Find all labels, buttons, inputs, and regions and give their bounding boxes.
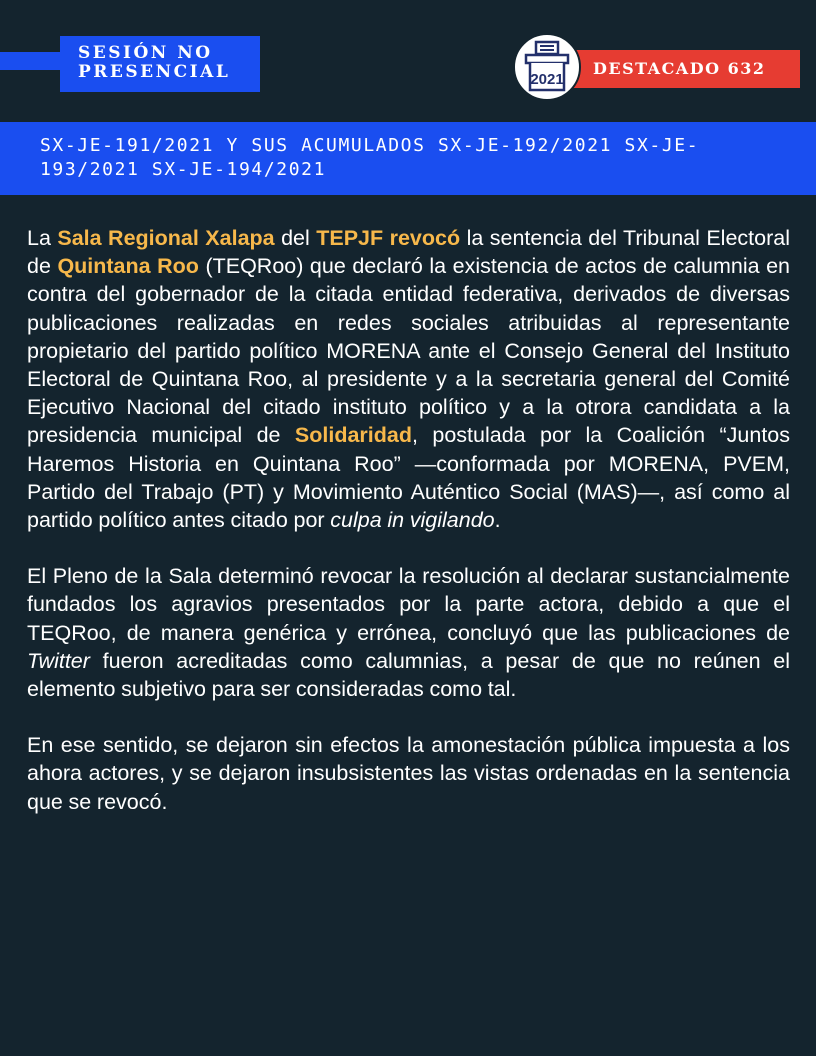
highlight-state: Quintana Roo	[57, 254, 199, 279]
text-run: la sentencia del Tribunal Electoral de	[27, 226, 790, 279]
text-run: del	[274, 226, 317, 250]
text-run: , postulada por la Coalición “Juntos Haremos Historia en Quintana Roo” —conformada por MORENA, PVEM, Partido del Trabajo (PT) y Movimiento Auténtico Social (MAS)—, así como al partido político antes citado por	[27, 423, 790, 533]
text-run: El Pleno de la Sala determinó revocar la resolución al declarar sustancialmente fundados los agravios presentados por la parte actora, debido a que el TEQRoo, de manera genérica y errónea, concluyó que las publicaciones de	[27, 564, 790, 645]
paragraph-2	[27, 562, 790, 703]
case-numbers: SX-JE-191/2021 Y SUS ACUMULADOS SX-JE-192/2021 SX-JE-193/2021 SX-JE-194/2021	[40, 135, 700, 180]
session-line-1: SESIÓN NO	[78, 43, 213, 63]
paragraph-3: En ese sentido, se dejaron sin efectos la amonestación pública impuesta a los ahora actores, y se dejaron insubsistentes las vistas ordenadas en la sentencia que se revocó.	[27, 733, 790, 814]
text-run: fueron acreditadas como calumnias, a pesar de que no reúnen el elemento subjetivo para ser consideradas como tal.	[27, 648, 790, 702]
highlight-decision: TEPJF revocó	[316, 226, 461, 250]
text-run: (TEQRoo) que declaró la existencia de actos de calumnia en contra del gobernador de la citada entidad federativa, derivados de diversas publicaciones realizadas en redes sociales atribuidas al representante propietario del partido político MORENA ante el Consejo General del Instituto Electoral de Quintana Roo, al presidente y a la secretaria general del Comité Ejecutivo Nacional del citado instituto político y a la otrora candidata a la presidencia municipal de	[27, 254, 790, 448]
text-run: La	[27, 226, 58, 250]
session-type-label	[60, 36, 260, 92]
highlight-court: Sala Regional Xalapa	[57, 226, 275, 250]
ballot-box-logo-icon	[513, 33, 581, 101]
italic-term: culpa in vigilando	[330, 508, 495, 533]
text-run: .	[494, 508, 501, 533]
session-line-2: PRESENCIAL	[78, 62, 231, 82]
left-accent-bar	[0, 52, 62, 70]
summary-body	[27, 224, 790, 844]
italic-term: Twitter	[27, 648, 90, 673]
logo-year: 2021	[530, 71, 564, 88]
case-numbers-band	[0, 122, 816, 195]
highlight-municipality: Solidaridad	[294, 423, 412, 448]
paragraph-1	[27, 224, 790, 534]
featured-badge: DESTACADO 632	[566, 50, 800, 88]
